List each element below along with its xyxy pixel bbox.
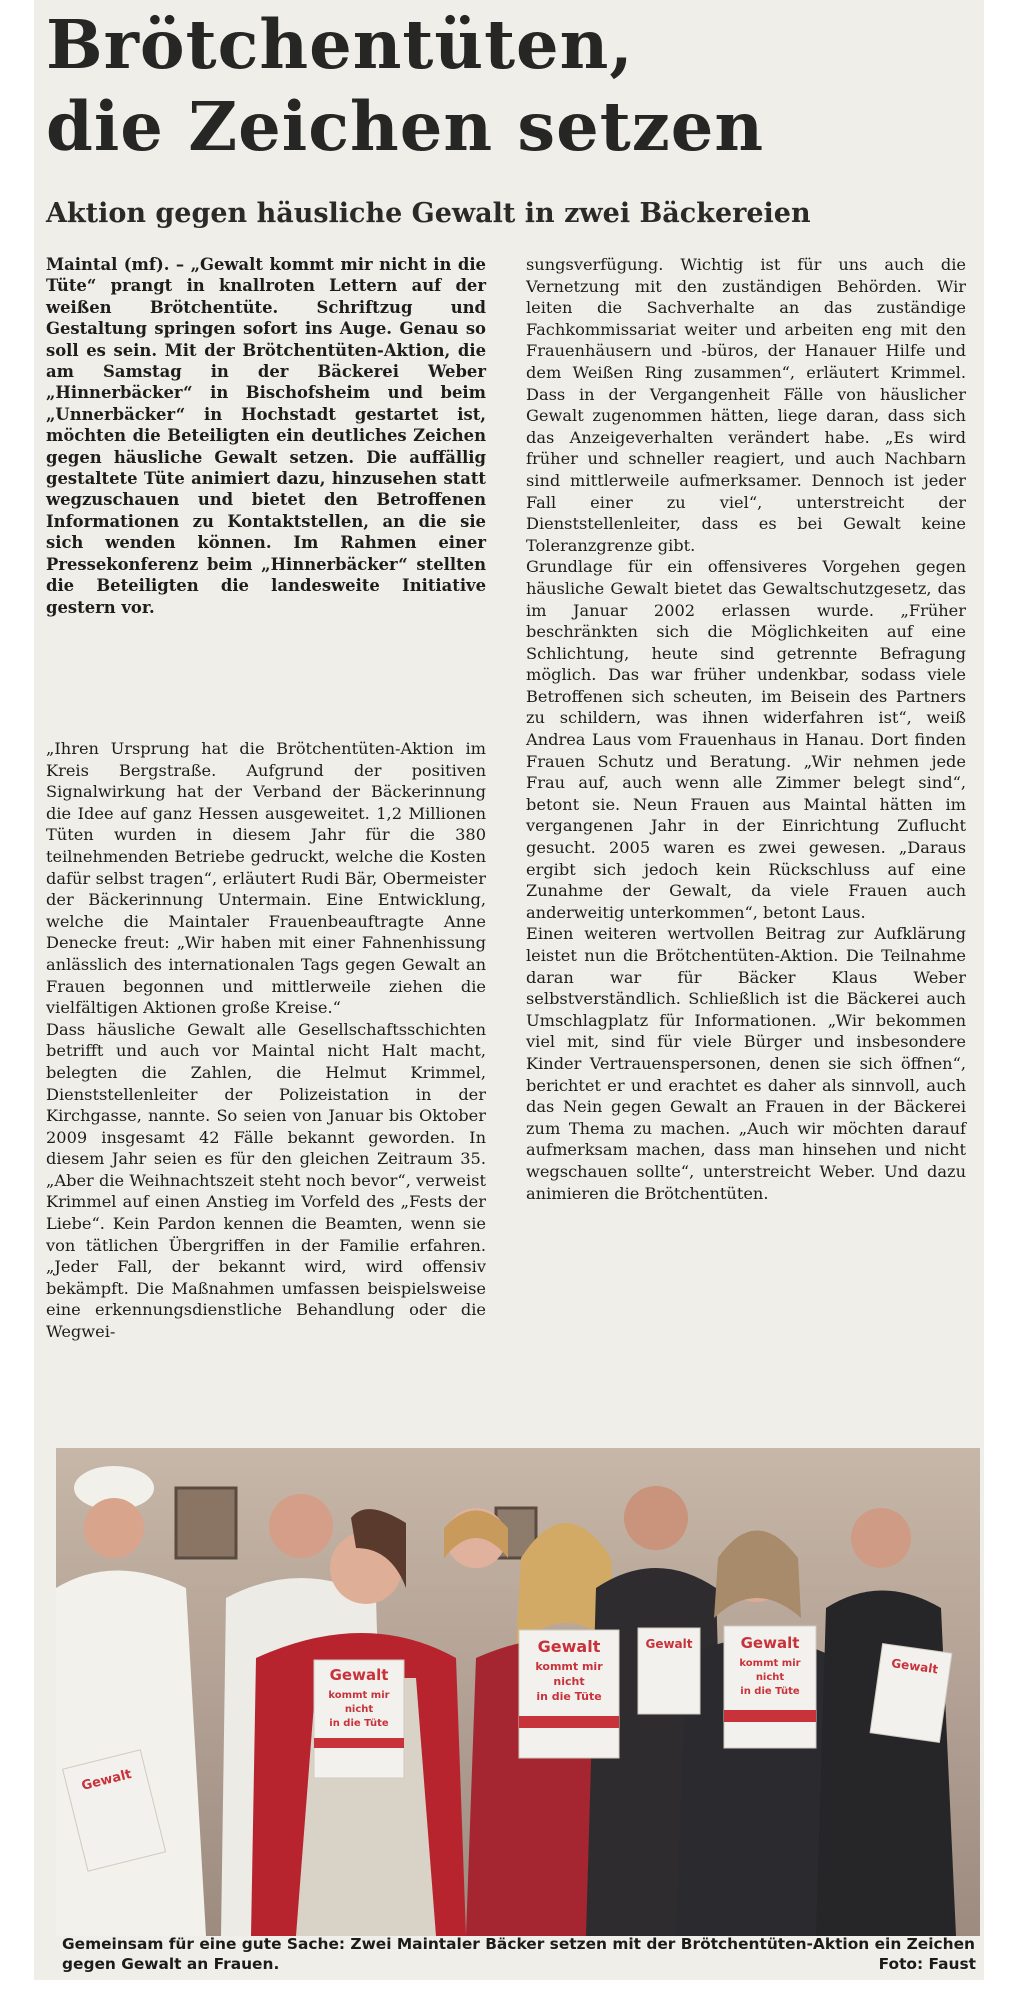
bag-text-line1: Gewalt: [80, 1766, 134, 1794]
photo-illustration: [56, 1448, 980, 1936]
bag-text-line3: nicht: [755, 1672, 785, 1683]
wall-frame: [176, 1488, 236, 1558]
article-lead: [46, 254, 486, 732]
bag-6: [638, 1628, 700, 1714]
headline: [46, 4, 946, 168]
body-paragraph: Einen weiteren wertvollen Beitrag zur Aufklärung leistet nun die Brötchentüten-Aktion. Die Teilnahme daran war für Bäcker Klaus Weber selbstverständlich. Schließlich ist die Bäckerei auch Umschlagplatz für Informationen. „Wir bekommen viel mit, sind für viele Bürger und insbesondere Kinder Vertrauenspersonen, denen sie sich öffnen“, berichtet er und erachtet es daher als sinnvoll, auch das Nein gegen Gewalt an Frauen in der Bäckerei zum Thema zu machen. „Auch wir möchten darauf aufmerksam machen, dass man hinsehen und nicht wegschauen sollte“, unterstreicht Weber. Und dazu animieren die Brötchentüten.: [526, 924, 966, 1203]
bag-5: [870, 1644, 952, 1743]
subheadline: Aktion gegen häusliche Gewalt in zwei Bäckereien: [46, 198, 811, 229]
bag-2: [519, 1630, 619, 1758]
photo-caption: [62, 1934, 982, 1974]
group-photo: [56, 1448, 980, 1936]
article-column-right: [526, 254, 966, 1440]
bag-text-line4: in die Tüte: [536, 1690, 602, 1703]
bag-text-line4: in die Tüte: [740, 1686, 800, 1697]
body-paragraph: „Ihren Ursprung hat die Brötchentüten-Aktion im Kreis Bergstraße. Aufgrund der positiven Signalwirkung hat der Verband der Bäckerinnung die Idee auf ganz Hessen ausgeweitet. 1,2 Millionen Tüten wurden in diesem Jahr für die 380 teilnehmenden Betriebe gedruckt, welche die Kosten dafür selbst tragen“, erläutert Rudi Bär, Obermeister der Bäckerinnung Untermain. Eine Entwicklung, welche die Maintaler Frauenbeauftragte Anne Denecke freut: „Wir haben mit einer Fahnenhissung anlässlich des internationalen Tags gegen Gewalt an Frauen begonnen und mittlerweile ziehen die vielfältigen Aktionen große Kreise.“: [46, 739, 486, 1018]
bag-text-line1: Gewalt: [329, 1666, 389, 1684]
bag-text-line1: Gewalt: [537, 1637, 601, 1656]
headline-line-1: Brötchentüten,: [46, 5, 634, 84]
body-paragraph: Grundlage für ein offensiveres Vorgehen gegen häusliche Gewalt bietet das Gewaltschutzgesetz, das im Januar 2002 erlassen wurde. „Früher beschränkten sich die Möglichkeiten auf eine Schlichtung, heute sind getrennte Befragung möglich. Das war früher undenkbar, sodass viele Betroffenen sich scheuten, im Beisein des Partners zu schildern, was ihnen widerfahren ist“, weiß Andrea Laus vom Frauenhaus in Hanau. Dort finden Frauen Schutz und Beratung. „Wir nehmen jede Frau auf, auch wenn alle Zimmer belegt sind“, betont sie. Neun Frauen aus Maintal hätten im vergangenen Jahr in der Einrichtung Zuflucht gesucht. 2005 waren es zwei gewesen. „Daraus ergibt sich jedoch kein Rückschluss auf eine Zunahme der Gewalt, da viele Frauen auch anderweitig unterkommen“, betont Laus.: [526, 557, 966, 922]
bag-text-line1: Gewalt: [645, 1637, 693, 1651]
photo-credit: Foto: Faust: [878, 1955, 976, 1973]
bag-text-line3: nicht: [553, 1675, 585, 1688]
article-column-left: [46, 738, 486, 1440]
bag-text-line3: nicht: [344, 1704, 374, 1715]
headline-line-2: die Zeichen setzen: [46, 87, 765, 166]
bag-text-line2: kommt mir: [328, 1690, 390, 1701]
body-paragraph: Dass häusliche Gewalt alle Gesellschaftsschichten betrifft und auch vor Maintal nicht Halt macht, belegten die Zahlen, die Helmut Krimmel, Dienststellenleiter der Polizeistation in der Kirchgasse, nannte. So seien von Januar bis Oktober 2009 insgesamt 42 Fälle bekannt geworden. In diesem Jahr seien es für den gleichen Zeitraum 35. „Aber die Weihnachtszeit steht noch bevor“, verweist Krimmel auf einen Anstieg im Vorfeld des „Fests der Liebe“. Kein Pardon kennen die Beamten, wenn sie von tätlichen Übergriffen in der Familie erfahren. „Jeder Fall, der bekannt wird, wird offensiv bekämpft. Die Maßnahmen umfassen beispielsweise eine erkennungsdienstliche Behandlung oder die Wegwei-: [46, 1019, 486, 1342]
bag-text-line4: in die Tüte: [329, 1718, 389, 1729]
caption-text: Gemeinsam für eine gute Sache: Zwei Maintaler Bäcker setzen mit der Brötchentüten-Aktion ein Zeichen gegen Gewalt an Frauen.: [62, 1935, 975, 1973]
bag-3: [724, 1626, 816, 1748]
bag-text-line1: Gewalt: [890, 1656, 940, 1677]
bag-text-line1: Gewalt: [740, 1634, 800, 1652]
bag-text-line2: kommt mir: [535, 1660, 603, 1673]
bag-1: [314, 1660, 404, 1778]
body-paragraph: sungsverfügung. Wichtig ist für uns auch die Vernetzung mit den zuständigen Behörden. Wir leiten die Sachverhalte an das zuständige Fachkommissariat weiter und arbeiten eng mit den Frauenhäusern und -büros, der Hanauer Hilfe und dem Weißen Ring zusammen“, erläutert Krimmel. Dass in der Vergangenheit Fälle von häuslicher Gewalt zugenommen hätten, liege daran, dass sich das Anzeigeverhalten verändert habe. „Es wird früher und schneller reagiert, und auch Nachbarn sind mittlerweile aufmerksamer. Dennoch ist jeder Fall einer zu viel“, unterstreicht der Dienststellenleiter, dass es bei Gewalt keine Toleranzgrenze gibt.: [526, 255, 966, 555]
bag-text-line2: kommt mir: [739, 1658, 801, 1669]
lead-paragraph: Maintal (mf). – „Gewalt kommt mir nicht in die Tüte“ prangt in knallroten Lettern auf der weißen Brötchentüte. Schriftzug und Gestaltung springen sofort ins Auge. Genau so soll es sein. Mit der Brötchentüten-Aktion, die am Samstag in der Bäckerei Weber „Hinnerbäcker“ in Bischofsheim und beim „Unnerbäcker“ in Hochstadt gestartet ist, möchten die Beteiligten ein deutliches Zeichen gegen häusliche Gewalt setzen. Die auffällig gestaltete Tüte animiert dazu, hinzusehen statt wegzuschauen und bietet den Betroffenen Informationen zu Kontaktstellen, an die sie sich wenden können. Im Rahmen einer Pressekonferenz beim „Hinnerbäcker“ stellten die Beteiligten die landesweite Initiative gestern vor.: [46, 255, 486, 617]
